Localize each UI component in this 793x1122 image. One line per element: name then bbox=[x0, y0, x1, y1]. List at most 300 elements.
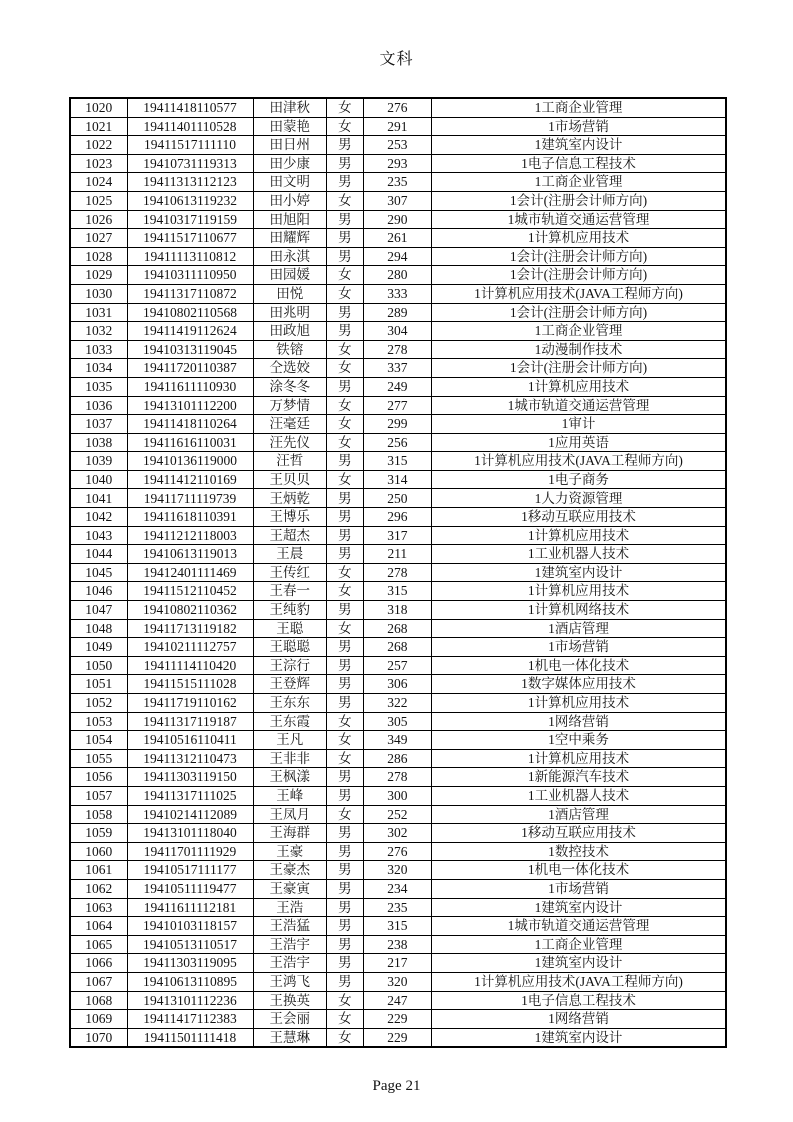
cell-exam_no: 19411401110528 bbox=[127, 117, 253, 136]
cell-name: 王鸿飞 bbox=[253, 972, 326, 991]
cell-exam_no: 19411317110872 bbox=[127, 284, 253, 303]
cell-gender: 男 bbox=[326, 173, 363, 192]
cell-gender: 男 bbox=[326, 638, 363, 657]
cell-exam_no: 19410731119313 bbox=[127, 154, 253, 173]
table-row bbox=[70, 898, 726, 917]
table-row bbox=[70, 582, 726, 601]
cell-exam_no: 19411713119182 bbox=[127, 619, 253, 638]
cell-name: 汪先仪 bbox=[253, 433, 326, 452]
cell-exam_no: 19411616110031 bbox=[127, 433, 253, 452]
cell-gender: 女 bbox=[326, 396, 363, 415]
cell-major: 1数字媒体应用技术 bbox=[431, 675, 726, 694]
cell-gender: 男 bbox=[326, 136, 363, 155]
cell-seq: 1059 bbox=[70, 824, 127, 843]
cell-seq: 1021 bbox=[70, 117, 127, 136]
cell-name: 田日州 bbox=[253, 136, 326, 155]
cell-name: 王豪 bbox=[253, 842, 326, 861]
cell-exam_no: 19411517110677 bbox=[127, 229, 253, 248]
cell-gender: 男 bbox=[326, 824, 363, 843]
cell-seq: 1054 bbox=[70, 731, 127, 750]
cell-name: 铁镕 bbox=[253, 340, 326, 359]
cell-name: 田文明 bbox=[253, 173, 326, 192]
cell-score: 235 bbox=[363, 898, 431, 917]
cell-major: 1机电一体化技术 bbox=[431, 861, 726, 880]
cell-seq: 1025 bbox=[70, 191, 127, 210]
cell-score: 278 bbox=[363, 768, 431, 787]
cell-major: 1应用英语 bbox=[431, 433, 726, 452]
cell-exam_no: 19411303119095 bbox=[127, 954, 253, 973]
table-row bbox=[70, 638, 726, 657]
cell-major: 1城市轨道交通运营管理 bbox=[431, 396, 726, 415]
cell-exam_no: 19411114110420 bbox=[127, 656, 253, 675]
cell-gender: 男 bbox=[326, 526, 363, 545]
cell-name: 王贝贝 bbox=[253, 470, 326, 489]
table-row bbox=[70, 1028, 726, 1047]
cell-major: 1会计(注册会计师方向) bbox=[431, 266, 726, 285]
cell-seq: 1040 bbox=[70, 470, 127, 489]
cell-exam_no: 19410214112089 bbox=[127, 805, 253, 824]
cell-major: 1计算机应用技术 bbox=[431, 582, 726, 601]
cell-seq: 1037 bbox=[70, 415, 127, 434]
cell-major: 1建筑室内设计 bbox=[431, 563, 726, 582]
cell-score: 306 bbox=[363, 675, 431, 694]
table-row bbox=[70, 229, 726, 248]
cell-seq: 1043 bbox=[70, 526, 127, 545]
cell-seq: 1064 bbox=[70, 917, 127, 936]
cell-seq: 1051 bbox=[70, 675, 127, 694]
cell-name: 王豪杰 bbox=[253, 861, 326, 880]
cell-seq: 1026 bbox=[70, 210, 127, 229]
cell-score: 229 bbox=[363, 1028, 431, 1047]
cell-major: 1移动互联应用技术 bbox=[431, 508, 726, 527]
cell-gender: 男 bbox=[326, 675, 363, 694]
cell-score: 286 bbox=[363, 749, 431, 768]
cell-gender: 女 bbox=[326, 433, 363, 452]
cell-gender: 男 bbox=[326, 898, 363, 917]
cell-gender: 男 bbox=[326, 154, 363, 173]
cell-gender: 男 bbox=[326, 694, 363, 713]
cell-exam_no: 19411515111028 bbox=[127, 675, 253, 694]
cell-seq: 1044 bbox=[70, 545, 127, 564]
cell-exam_no: 19410613110895 bbox=[127, 972, 253, 991]
cell-seq: 1041 bbox=[70, 489, 127, 508]
cell-seq: 1063 bbox=[70, 898, 127, 917]
table-row bbox=[70, 824, 726, 843]
table-row bbox=[70, 489, 726, 508]
cell-name: 王海群 bbox=[253, 824, 326, 843]
cell-major: 1城市轨道交通运营管理 bbox=[431, 917, 726, 936]
cell-seq: 1061 bbox=[70, 861, 127, 880]
table-row bbox=[70, 154, 726, 173]
cell-gender: 男 bbox=[326, 508, 363, 527]
cell-gender: 男 bbox=[326, 935, 363, 954]
cell-major: 1市场营销 bbox=[431, 117, 726, 136]
cell-score: 253 bbox=[363, 136, 431, 155]
cell-name: 田园媛 bbox=[253, 266, 326, 285]
cell-seq: 1053 bbox=[70, 712, 127, 731]
cell-score: 333 bbox=[363, 284, 431, 303]
cell-score: 337 bbox=[363, 359, 431, 378]
table-row bbox=[70, 954, 726, 973]
cell-score: 268 bbox=[363, 638, 431, 657]
table-row bbox=[70, 879, 726, 898]
cell-score: 250 bbox=[363, 489, 431, 508]
cell-gender: 女 bbox=[326, 266, 363, 285]
cell-gender: 女 bbox=[326, 98, 363, 117]
cell-gender: 男 bbox=[326, 322, 363, 341]
cell-major: 1建筑室内设计 bbox=[431, 898, 726, 917]
cell-score: 296 bbox=[363, 508, 431, 527]
cell-name: 王浩宇 bbox=[253, 935, 326, 954]
cell-exam_no: 19411611112181 bbox=[127, 898, 253, 917]
cell-major: 1城市轨道交通运营管理 bbox=[431, 210, 726, 229]
cell-seq: 1048 bbox=[70, 619, 127, 638]
cell-score: 211 bbox=[363, 545, 431, 564]
table-row bbox=[70, 563, 726, 582]
cell-exam_no: 19411412110169 bbox=[127, 470, 253, 489]
cell-gender: 女 bbox=[326, 619, 363, 638]
cell-exam_no: 19411113110812 bbox=[127, 247, 253, 266]
cell-name: 汪毫廷 bbox=[253, 415, 326, 434]
cell-seq: 1034 bbox=[70, 359, 127, 378]
cell-gender: 男 bbox=[326, 972, 363, 991]
cell-name: 王浩猛 bbox=[253, 917, 326, 936]
cell-name: 汪哲 bbox=[253, 452, 326, 471]
table-row bbox=[70, 861, 726, 880]
table-row bbox=[70, 98, 726, 117]
cell-major: 1工商企业管理 bbox=[431, 322, 726, 341]
cell-major: 1建筑室内设计 bbox=[431, 1028, 726, 1047]
cell-gender: 女 bbox=[326, 563, 363, 582]
cell-name: 王纯豹 bbox=[253, 601, 326, 620]
cell-seq: 1055 bbox=[70, 749, 127, 768]
table-row bbox=[70, 972, 726, 991]
cell-exam_no: 19410517111177 bbox=[127, 861, 253, 880]
cell-name: 田蒙艳 bbox=[253, 117, 326, 136]
cell-score: 289 bbox=[363, 303, 431, 322]
cell-gender: 男 bbox=[326, 247, 363, 266]
cell-major: 1计算机网络技术 bbox=[431, 601, 726, 620]
cell-major: 1计算机应用技术 bbox=[431, 377, 726, 396]
cell-exam_no: 19411212118003 bbox=[127, 526, 253, 545]
cell-score: 291 bbox=[363, 117, 431, 136]
cell-name: 王慧琳 bbox=[253, 1028, 326, 1047]
cell-major: 1空中乘务 bbox=[431, 731, 726, 750]
table-row bbox=[70, 452, 726, 471]
cell-major: 1机电一体化技术 bbox=[431, 656, 726, 675]
cell-seq: 1058 bbox=[70, 805, 127, 824]
cell-score: 315 bbox=[363, 452, 431, 471]
cell-major: 1电子信息工程技术 bbox=[431, 991, 726, 1010]
table-row bbox=[70, 470, 726, 489]
cell-exam_no: 19410513110517 bbox=[127, 935, 253, 954]
cell-exam_no: 19411719110162 bbox=[127, 694, 253, 713]
cell-score: 235 bbox=[363, 173, 431, 192]
cell-seq: 1060 bbox=[70, 842, 127, 861]
cell-exam_no: 19410136119000 bbox=[127, 452, 253, 471]
cell-score: 322 bbox=[363, 694, 431, 713]
cell-exam_no: 19410317119159 bbox=[127, 210, 253, 229]
cell-exam_no: 19411312110473 bbox=[127, 749, 253, 768]
cell-major: 1计算机应用技术 bbox=[431, 229, 726, 248]
cell-score: 261 bbox=[363, 229, 431, 248]
cell-gender: 男 bbox=[326, 210, 363, 229]
cell-major: 1网络营销 bbox=[431, 1010, 726, 1029]
cell-name: 王换英 bbox=[253, 991, 326, 1010]
cell-exam_no: 19411501111418 bbox=[127, 1028, 253, 1047]
cell-name: 田旭阳 bbox=[253, 210, 326, 229]
cell-name: 王东东 bbox=[253, 694, 326, 713]
cell-name: 王聪聪 bbox=[253, 638, 326, 657]
table-row bbox=[70, 359, 726, 378]
cell-gender: 女 bbox=[326, 1010, 363, 1029]
cell-major: 1计算机应用技术 bbox=[431, 749, 726, 768]
cell-score: 318 bbox=[363, 601, 431, 620]
cell-score: 290 bbox=[363, 210, 431, 229]
table-row bbox=[70, 694, 726, 713]
table-row bbox=[70, 377, 726, 396]
cell-score: 247 bbox=[363, 991, 431, 1010]
cell-exam_no: 19411618110391 bbox=[127, 508, 253, 527]
cell-score: 249 bbox=[363, 377, 431, 396]
cell-exam_no: 19413101118040 bbox=[127, 824, 253, 843]
cell-seq: 1046 bbox=[70, 582, 127, 601]
cell-name: 王非非 bbox=[253, 749, 326, 768]
cell-major: 1计算机应用技术 bbox=[431, 694, 726, 713]
cell-score: 349 bbox=[363, 731, 431, 750]
cell-gender: 男 bbox=[326, 879, 363, 898]
cell-name: 王浩宇 bbox=[253, 954, 326, 973]
cell-exam_no: 19410511119477 bbox=[127, 879, 253, 898]
cell-exam_no: 19413101112200 bbox=[127, 396, 253, 415]
cell-name: 王传红 bbox=[253, 563, 326, 582]
cell-major: 1工业机器人技术 bbox=[431, 786, 726, 805]
cell-gender: 女 bbox=[326, 582, 363, 601]
cell-gender: 女 bbox=[326, 712, 363, 731]
table-row bbox=[70, 675, 726, 694]
cell-seq: 1039 bbox=[70, 452, 127, 471]
cell-gender: 男 bbox=[326, 303, 363, 322]
cell-score: 302 bbox=[363, 824, 431, 843]
cell-gender: 男 bbox=[326, 545, 363, 564]
cell-score: 277 bbox=[363, 396, 431, 415]
cell-seq: 1023 bbox=[70, 154, 127, 173]
cell-name: 王晨 bbox=[253, 545, 326, 564]
table-row bbox=[70, 396, 726, 415]
cell-seq: 1068 bbox=[70, 991, 127, 1010]
cell-name: 王春一 bbox=[253, 582, 326, 601]
table-row bbox=[70, 322, 726, 341]
cell-gender: 女 bbox=[326, 1028, 363, 1047]
cell-name: 王登辉 bbox=[253, 675, 326, 694]
cell-seq: 1062 bbox=[70, 879, 127, 898]
table-row bbox=[70, 786, 726, 805]
cell-gender: 女 bbox=[326, 805, 363, 824]
table-row bbox=[70, 340, 726, 359]
cell-major: 1计算机应用技术 bbox=[431, 526, 726, 545]
cell-exam_no: 19410802110568 bbox=[127, 303, 253, 322]
cell-gender: 女 bbox=[326, 117, 363, 136]
cell-score: 314 bbox=[363, 470, 431, 489]
cell-score: 305 bbox=[363, 712, 431, 731]
table-row bbox=[70, 136, 726, 155]
cell-gender: 男 bbox=[326, 229, 363, 248]
table-row bbox=[70, 508, 726, 527]
table-row bbox=[70, 917, 726, 936]
table-row bbox=[70, 173, 726, 192]
cell-seq: 1029 bbox=[70, 266, 127, 285]
table-row bbox=[70, 1010, 726, 1029]
cell-exam_no: 19410103118157 bbox=[127, 917, 253, 936]
cell-major: 1建筑室内设计 bbox=[431, 136, 726, 155]
cell-gender: 男 bbox=[326, 768, 363, 787]
cell-name: 田永淇 bbox=[253, 247, 326, 266]
cell-major: 1新能源汽车技术 bbox=[431, 768, 726, 787]
cell-score: 276 bbox=[363, 98, 431, 117]
cell-major: 1会计(注册会计师方向) bbox=[431, 247, 726, 266]
cell-seq: 1042 bbox=[70, 508, 127, 527]
cell-gender: 女 bbox=[326, 191, 363, 210]
cell-major: 1市场营销 bbox=[431, 879, 726, 898]
cell-seq: 1070 bbox=[70, 1028, 127, 1047]
cell-exam_no: 19410211112757 bbox=[127, 638, 253, 657]
cell-major: 1工商企业管理 bbox=[431, 173, 726, 192]
cell-major: 1数控技术 bbox=[431, 842, 726, 861]
table-row bbox=[70, 117, 726, 136]
cell-gender: 男 bbox=[326, 786, 363, 805]
cell-name: 王淙行 bbox=[253, 656, 326, 675]
cell-score: 300 bbox=[363, 786, 431, 805]
cell-seq: 1033 bbox=[70, 340, 127, 359]
cell-name: 田耀辉 bbox=[253, 229, 326, 248]
cell-exam_no: 19411418110264 bbox=[127, 415, 253, 434]
table-row bbox=[70, 656, 726, 675]
cell-gender: 女 bbox=[326, 284, 363, 303]
table-row bbox=[70, 805, 726, 824]
cell-gender: 女 bbox=[326, 340, 363, 359]
cell-score: 293 bbox=[363, 154, 431, 173]
cell-name: 王博乐 bbox=[253, 508, 326, 527]
cell-score: 252 bbox=[363, 805, 431, 824]
cell-score: 315 bbox=[363, 917, 431, 936]
table-row bbox=[70, 247, 726, 266]
cell-major: 1移动互联应用技术 bbox=[431, 824, 726, 843]
cell-major: 1审计 bbox=[431, 415, 726, 434]
cell-seq: 1069 bbox=[70, 1010, 127, 1029]
table-row bbox=[70, 415, 726, 434]
cell-gender: 男 bbox=[326, 377, 363, 396]
cell-gender: 女 bbox=[326, 470, 363, 489]
table-row bbox=[70, 991, 726, 1010]
cell-seq: 1022 bbox=[70, 136, 127, 155]
cell-major: 1会计(注册会计师方向) bbox=[431, 303, 726, 322]
cell-exam_no: 19411419112624 bbox=[127, 322, 253, 341]
results-table-container bbox=[69, 97, 727, 1048]
cell-exam_no: 19411512110452 bbox=[127, 582, 253, 601]
cell-score: 256 bbox=[363, 433, 431, 452]
cell-name: 王枫漾 bbox=[253, 768, 326, 787]
cell-gender: 男 bbox=[326, 601, 363, 620]
cell-major: 1工商企业管理 bbox=[431, 935, 726, 954]
cell-exam_no: 19411317111025 bbox=[127, 786, 253, 805]
cell-seq: 1032 bbox=[70, 322, 127, 341]
cell-gender: 男 bbox=[326, 917, 363, 936]
cell-gender: 男 bbox=[326, 489, 363, 508]
table-row bbox=[70, 266, 726, 285]
cell-name: 涂冬冬 bbox=[253, 377, 326, 396]
cell-exam_no: 19410802110362 bbox=[127, 601, 253, 620]
cell-seq: 1050 bbox=[70, 656, 127, 675]
cell-exam_no: 19411720110387 bbox=[127, 359, 253, 378]
cell-seq: 1045 bbox=[70, 563, 127, 582]
cell-exam_no: 19411417112383 bbox=[127, 1010, 253, 1029]
cell-name: 田兆明 bbox=[253, 303, 326, 322]
cell-exam_no: 19410313119045 bbox=[127, 340, 253, 359]
cell-seq: 1020 bbox=[70, 98, 127, 117]
cell-name: 田小婷 bbox=[253, 191, 326, 210]
cell-score: 278 bbox=[363, 340, 431, 359]
table-row bbox=[70, 768, 726, 787]
cell-seq: 1066 bbox=[70, 954, 127, 973]
cell-seq: 1024 bbox=[70, 173, 127, 192]
cell-score: 307 bbox=[363, 191, 431, 210]
cell-name: 田政旭 bbox=[253, 322, 326, 341]
cell-name: 田津秋 bbox=[253, 98, 326, 117]
cell-gender: 女 bbox=[326, 415, 363, 434]
cell-score: 315 bbox=[363, 582, 431, 601]
cell-score: 268 bbox=[363, 619, 431, 638]
table-row bbox=[70, 619, 726, 638]
cell-major: 1会计(注册会计师方向) bbox=[431, 359, 726, 378]
cell-major: 1电子商务 bbox=[431, 470, 726, 489]
cell-name: 王浩 bbox=[253, 898, 326, 917]
cell-seq: 1035 bbox=[70, 377, 127, 396]
cell-score: 234 bbox=[363, 879, 431, 898]
cell-major: 1动漫制作技术 bbox=[431, 340, 726, 359]
cell-seq: 1028 bbox=[70, 247, 127, 266]
cell-exam_no: 19411517111110 bbox=[127, 136, 253, 155]
cell-major: 1酒店管理 bbox=[431, 619, 726, 638]
cell-major: 1会计(注册会计师方向) bbox=[431, 191, 726, 210]
cell-exam_no: 19410516110411 bbox=[127, 731, 253, 750]
results-table-body bbox=[70, 98, 726, 1047]
cell-major: 1人力资源管理 bbox=[431, 489, 726, 508]
cell-major: 1电子信息工程技术 bbox=[431, 154, 726, 173]
cell-major: 1工业机器人技术 bbox=[431, 545, 726, 564]
cell-name: 王炳乾 bbox=[253, 489, 326, 508]
cell-gender: 女 bbox=[326, 991, 363, 1010]
cell-exam_no: 19413101112236 bbox=[127, 991, 253, 1010]
cell-major: 1建筑室内设计 bbox=[431, 954, 726, 973]
cell-score: 257 bbox=[363, 656, 431, 675]
cell-exam_no: 19410311110950 bbox=[127, 266, 253, 285]
cell-score: 276 bbox=[363, 842, 431, 861]
cell-score: 317 bbox=[363, 526, 431, 545]
table-row bbox=[70, 545, 726, 564]
cell-name: 田悦 bbox=[253, 284, 326, 303]
results-table bbox=[69, 97, 727, 1048]
cell-name: 王会丽 bbox=[253, 1010, 326, 1029]
cell-score: 320 bbox=[363, 972, 431, 991]
cell-name: 王凤月 bbox=[253, 805, 326, 824]
cell-seq: 1056 bbox=[70, 768, 127, 787]
cell-exam_no: 19411701111929 bbox=[127, 842, 253, 861]
cell-score: 280 bbox=[363, 266, 431, 285]
cell-name: 王超杰 bbox=[253, 526, 326, 545]
cell-gender: 女 bbox=[326, 359, 363, 378]
cell-exam_no: 19411711119739 bbox=[127, 489, 253, 508]
cell-exam_no: 19411303119150 bbox=[127, 768, 253, 787]
